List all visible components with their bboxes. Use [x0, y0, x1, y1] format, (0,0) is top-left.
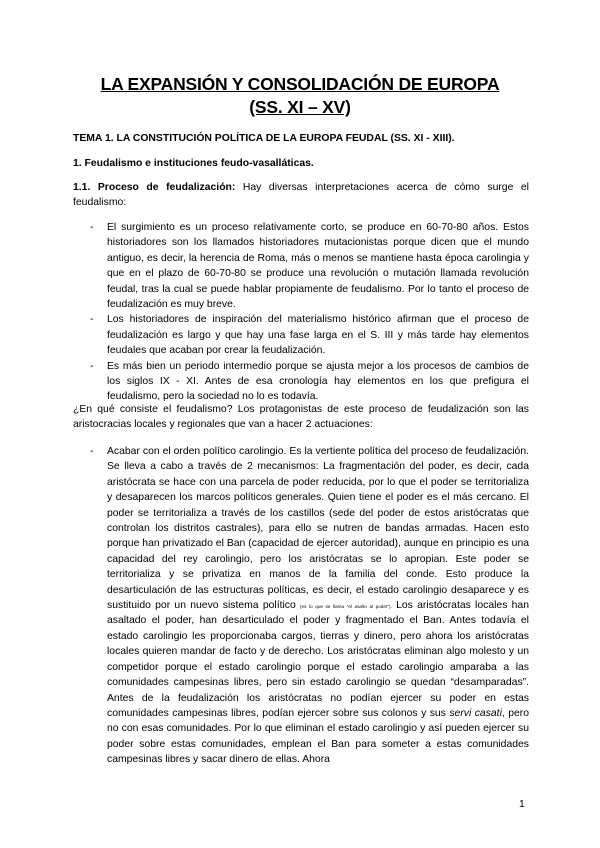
bullet-dash: - — [90, 222, 94, 233]
list-item-text: El surgimiento es un proceso relativamente corto, se produce en 60-70-80 años. Estos historiadores son los llamados historiadores mutacionistas porque dicen que el mundo antiguo, es decir, la herencia de Roma, más o menos se mantiene hasta época carolingia y que en el plazo de 60-70-80 se produce una revolución o mutación llamada revolución feudal, tras la cual se puede hablar propiamente de feudalismo. Por lo tanto el proceso de feudalización es muy breve. — [107, 222, 529, 311]
list-item-text: Es más bien un periodo intermedio porque se ajusta mejor a los procesos de cambios de los siglos IX - XI. Antes de esa cronología hay elementos en los que prefigura el feudalismo, pero la sociedad no lo es todavía. — [107, 360, 529, 403]
section-heading: 1. Feudalismo e instituciones feudo-vasalláticas. — [73, 158, 314, 169]
bullet-dash: - — [90, 446, 94, 457]
list-item-text: Acabar con el orden político carolingio. Es la vertiente política del proceso de feudalización. Se lleva a cabo a través de 2 mecanismos: La fragmentación del poder, es decir, cada aristócrata se hace con una parcela de poder reducida, por lo que el poder se territorializa y desaparecen los marcos políticos generales. Quien tiene el poder es el más cercano. El poder se territorializa a través de los castillos (sede del poder de estos aristócratas que controlan los distritos castrales), para ello se nutren de bandas armadas. Hacen esto porque han privatizado el Ban (capacidad de ejercer autoridad), aunque en principio es una capacidad del rey carolingio, pero los aristócratas se lo apropian. Este poder se territorializa y se privatiza en manos de la familia del conde. Esto produce la desarticulación de las estructuras políticas, es decir, el estado carolingio desaparece y es sustituido por un nuevo sistema político — [107, 446, 529, 612]
bullet-dash: - — [90, 314, 94, 326]
list-item-text: Los historiadores de inspiración del materialismo histórico afirman que el proceso de feudalización es largo y que hay una fase larga en el S. III y más tarde hay elementos feudales que acaban por crear la feudalización. — [107, 314, 529, 357]
list-item — [73, 359, 529, 405]
page-number: 1 — [519, 799, 525, 810]
italic-term: servi casati — [449, 707, 502, 719]
list-item-text-continued: Los aristócratas locales han asaltado el poder, han desarticulado el poder y fragmentado el Ban. Antes todavía el estado carolingio les proporcionaba cargos, tierras y dinero, pero ahora los aristócratas locales quieren mandar de facto y de derecho. Los aristócratas eliminan algo molesto y un competidor porque el estado carolingio porque el estado carolingio amparaba a las comunidades campesinas libres, pero sin estado carolingio se quedan “desamparadas”. Antes de la feudalización los aristócratas no podían ejercer su poder en estas comunidades campesinas libres, podían ejercer sobre sus colonos y sus — [107, 600, 529, 719]
intro-text: Hay diversas interpretaciones acerca de cómo surge el feudalismo: — [73, 182, 529, 209]
list-item — [73, 444, 529, 768]
tema-heading: TEMA 1. LA CONSTITUCIÓN POLÍTICA DE LA EUROPA FEUDAL (SS. XI - XIII). — [73, 133, 455, 144]
question-paragraph: ¿En qué consiste el feudalismo? Los protagonistas de este proceso de feudalización son las aristocracias locales y regionales que van a hacer 2 actuaciones: — [73, 404, 529, 431]
actions-list — [73, 444, 529, 768]
list-item-text-end: , pero no con esas comunidades. Por lo que eliminan el estado carolingio y así pueden ejercer su poder sobre estas comunidades, emplean el Ban para someter a estas comunidades campesinas libres y sacar dinero de ellas. Ahora — [107, 707, 530, 766]
document-title-line2: (SS. XI – XV) — [249, 97, 351, 117]
list-item — [73, 312, 529, 358]
intro-paragraph — [73, 180, 529, 211]
intro-label: 1.1. Proceso de feudalización: — [73, 182, 236, 193]
small-note: (es lo que se llama "el asalto al poder"). — [300, 604, 392, 610]
list-item — [73, 220, 529, 312]
bullet-dash: - — [90, 360, 94, 372]
document-title-line1: LA EXPANSIÓN Y CONSOLIDACIÓN DE EUROPA — [100, 74, 500, 94]
interpretations-list — [73, 220, 529, 405]
